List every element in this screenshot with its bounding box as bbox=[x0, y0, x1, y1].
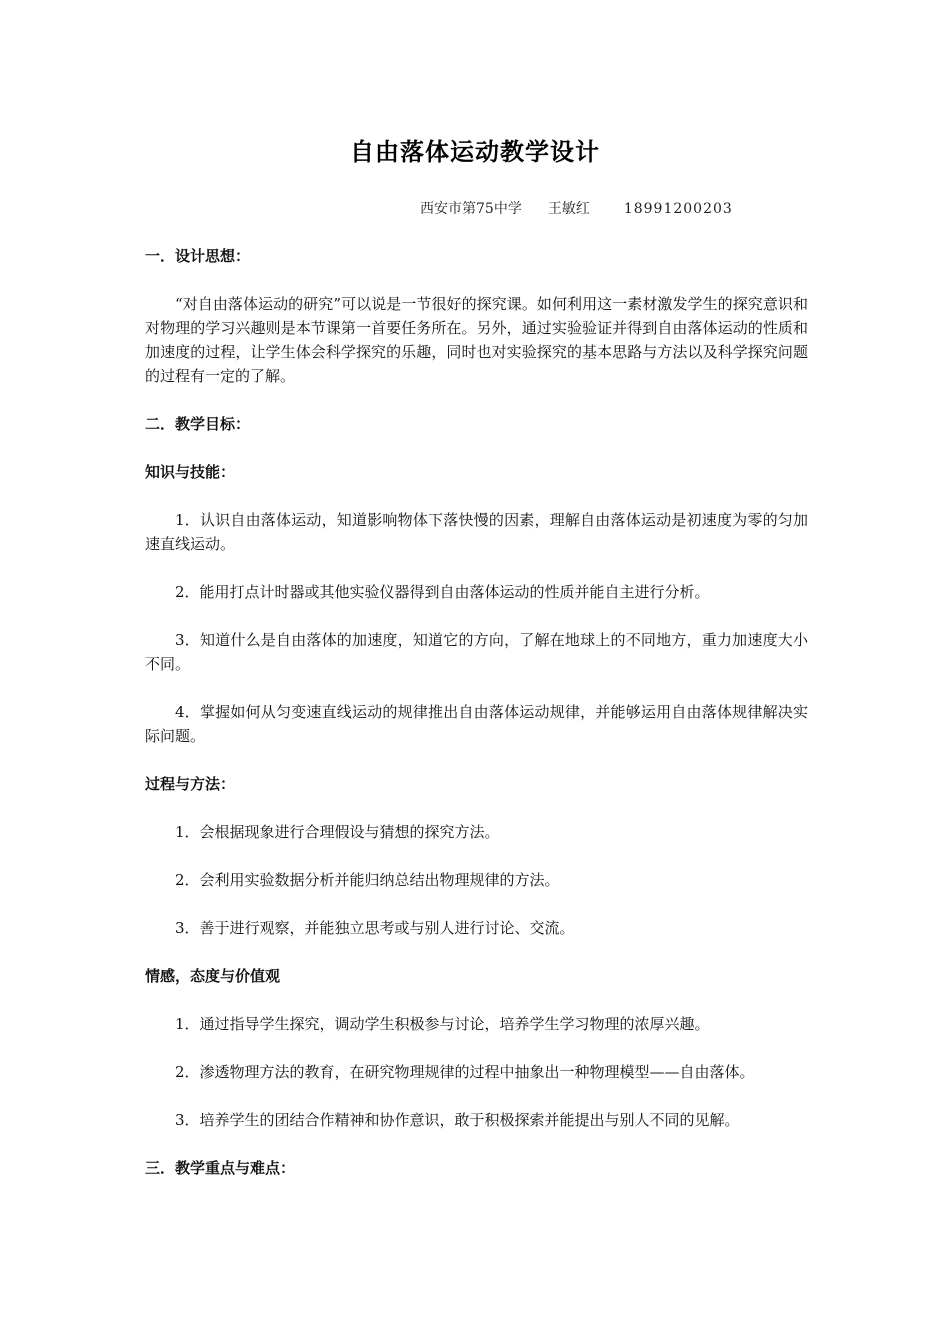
phone-number: 18991200203 bbox=[623, 201, 733, 217]
document-title: 自由落体运动教学设计 bbox=[350, 138, 600, 166]
subheading-emotion-values: 情感，态度与价值观 bbox=[145, 967, 281, 985]
emotion-item: 1．通过指导学生探究，调动学生积极参与讨论，培养学生学习物理的浓厚兴趣。 bbox=[175, 1015, 710, 1033]
knowledge-item: 2．能用打点计时器或其他实验仪器得到自由落体运动的性质并能自主进行分析。 bbox=[175, 583, 710, 601]
process-item: 2．会利用实验数据分析并能归纳总结出物理规律的方法。 bbox=[175, 871, 560, 889]
knowledge-item: 1．认识自由落体运动，知道影响物体下落快慢的因素，理解自由落体运动是初速度为零的匀加速直线运动。 bbox=[145, 511, 808, 553]
process-item: 3．善于进行观察，并能独立思考或与别人进行讨论、交流。 bbox=[175, 919, 575, 937]
subheading-process-methods: 过程与方法： bbox=[145, 775, 236, 793]
emotion-item: 2．渗透物理方法的教育，在研究物理规律的过程中抽象出一种物理模型——自由落体。 bbox=[175, 1063, 755, 1081]
school-name: 西安市第75中学 bbox=[420, 201, 522, 217]
knowledge-item: 3．知道什么是自由落体的加速度，知道它的方向，了解在地球上的不同地方，重力加速度大小不同。 bbox=[145, 631, 808, 673]
design-idea-paragraph: “对自由落体运动的研究”可以说是一节很好的探究课。如何利用这一素材激发学生的探究意识和对物理的学习兴趣则是本节课第一首要任务所在。另外，通过实验验证并得到自由落体运动的性质和加速度的过程，让学生体会科学探究的乐趣，同时也对实验探究的基本思路与方法以及科学探究问题的过程有一定的了解。 bbox=[145, 295, 808, 385]
teacher-name: 王敏红 bbox=[547, 201, 590, 217]
subheading-knowledge-skills: 知识与技能： bbox=[145, 463, 236, 481]
section-heading-objectives: 二．教学目标： bbox=[145, 415, 251, 433]
section-heading-key-points: 三．教学重点与难点： bbox=[145, 1159, 296, 1177]
author-byline bbox=[420, 198, 733, 218]
process-item: 1．会根据现象进行合理假设与猜想的探究方法。 bbox=[175, 823, 500, 841]
document-body bbox=[145, 244, 808, 1180]
emotion-item: 3．培养学生的团结合作精神和协作意识，敢于积极探索并能提出与别人不同的见解。 bbox=[175, 1111, 740, 1129]
knowledge-item: 4．掌握如何从匀变速直线运动的规律推出自由落体运动规律，并能够运用自由落体规律解决实际问题。 bbox=[145, 703, 808, 745]
section-heading-design-idea: 一．设计思想： bbox=[145, 247, 251, 265]
